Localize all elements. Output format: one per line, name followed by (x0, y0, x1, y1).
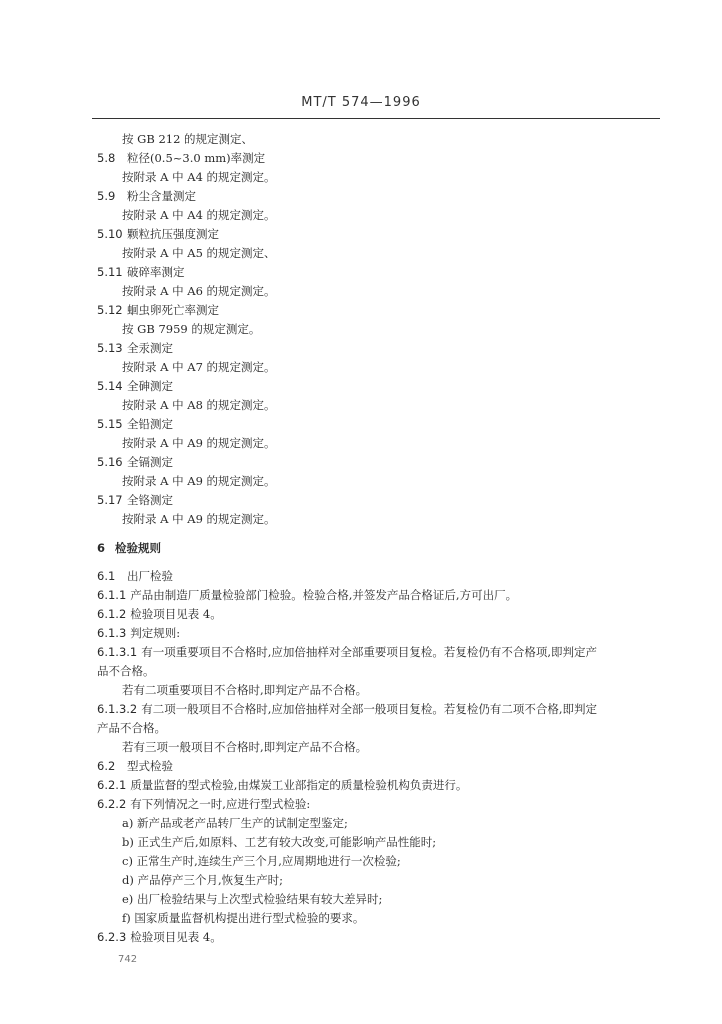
clause-6-2-2 (97, 797, 310, 811)
text-line: 按附录 A 中 A8 的规定测定。 (122, 398, 276, 412)
text-line: 按附录 A 中 A9 的规定测定。 (122, 436, 276, 450)
clause-number: 5.9 (97, 189, 116, 203)
clause-5-16 (97, 455, 173, 469)
clause-title: 全铅测定 (127, 417, 173, 431)
section-title: 检验规则 (115, 541, 161, 555)
clause-text: 质量监督的型式检验,由煤炭工业部指定的质量检验机构负责进行。 (130, 778, 468, 792)
list-item-e: e) 出厂检验结果与上次型式检验结果有较大差异时; (122, 892, 383, 906)
clause-6-1-3-2 (97, 702, 597, 716)
clause-number: 5.17 (97, 493, 123, 507)
clause-5-15 (97, 417, 173, 431)
text-line: 按附录 A 中 A7 的规定测定。 (122, 360, 276, 374)
standard-code-header: MT/T 574—1996 (301, 95, 421, 110)
clause-number: 5.15 (97, 417, 123, 431)
list-item-c: c) 正常生产时,连续生产三个月,应周期地进行一次检验; (122, 854, 401, 868)
section-number: 6 (97, 541, 106, 555)
clause-title: 颗粒抗压强度测定 (127, 227, 219, 241)
text-line: 若有三项一般项目不合格时,即判定产品不合格。 (122, 740, 368, 754)
clause-number: 5.16 (97, 455, 123, 469)
section-6-heading (97, 541, 161, 555)
clause-6-1-2 (97, 607, 222, 621)
clause-text: 检验项目见表 4。 (130, 607, 222, 621)
clause-5-12 (97, 303, 219, 317)
clause-text: 产品由制造厂质量检验部门检验。检验合格,并签发产品合格证后,方可出厂。 (130, 588, 518, 602)
clause-number: 5.14 (97, 379, 123, 393)
list-item-b: b) 正式生产后,如原料、工艺有较大改变,可能影响产品性能时; (122, 835, 437, 849)
clause-title: 型式检验 (127, 759, 173, 773)
text-line: 按附录 A 中 A4 的规定测定。 (122, 208, 276, 222)
clause-title: 全汞测定 (127, 341, 173, 355)
clause-6-1-1 (97, 588, 517, 602)
clause-title: 全铬测定 (127, 493, 173, 507)
clause-number: 5.12 (97, 303, 123, 317)
clause-number: 6.2.2 (97, 797, 127, 811)
clause-title: 粒径(0.5~3.0 mm)率测定 (127, 151, 266, 165)
clause-text: 有二项一般项目不合格时,应加倍抽样对全部一般项目复检。若复检仍有二项不合格,即判定 (141, 702, 598, 716)
clause-number: 6.1 (97, 569, 116, 583)
text-line: 按 GB 212 的规定测定、 (122, 132, 254, 146)
clause-5-17 (97, 493, 173, 507)
clause-5-11 (97, 265, 185, 279)
clause-number: 5.13 (97, 341, 123, 355)
clause-5-10 (97, 227, 219, 241)
clause-number: 6.2.3 (97, 930, 127, 944)
clause-text: 判定规则: (130, 626, 181, 640)
text-line: 品不合格。 (97, 664, 155, 678)
clause-5-8 (97, 151, 265, 165)
text-line: 按附录 A 中 A9 的规定测定。 (122, 474, 276, 488)
clause-5-9 (97, 189, 196, 203)
clause-title: 破碎率测定 (127, 265, 185, 279)
clause-text: 有下列情况之一时,应进行型式检验: (130, 797, 311, 811)
clause-number: 6.1.2 (97, 607, 127, 621)
list-item-f: f) 国家质量监督机构提出进行型式检验的要求。 (122, 911, 365, 925)
clause-number: 6.1.3.1 (97, 645, 138, 659)
clause-title: 蛔虫卵死亡率测定 (127, 303, 219, 317)
clause-title: 全砷测定 (127, 379, 173, 393)
clause-number: 6.1.3.2 (97, 702, 138, 716)
text-line: 按 GB 7959 的规定测定。 (122, 322, 261, 336)
clause-6-1 (97, 569, 173, 583)
clause-title: 出厂检验 (127, 569, 173, 583)
clause-text: 检验项目见表 4。 (130, 930, 222, 944)
text-line: 按附录 A 中 A9 的规定测定。 (122, 512, 276, 526)
clause-5-13 (97, 341, 173, 355)
clause-title: 粉尘含量测定 (127, 189, 196, 203)
clause-6-2-3 (97, 930, 222, 944)
clause-6-2-1 (97, 778, 467, 792)
clause-text: 有一项重要项目不合格时,应加倍抽样对全部重要项目复检。若复检仍有不合格项,即判定产 (141, 645, 598, 659)
text-line: 按附录 A 中 A4 的规定测定。 (122, 170, 276, 184)
text-line: 按附录 A 中 A6 的规定测定。 (122, 284, 276, 298)
list-item-d: d) 产品停产三个月,恢复生产时; (122, 873, 284, 887)
clause-number: 6.2.1 (97, 778, 127, 792)
clause-number: 5.10 (97, 227, 123, 241)
clause-5-14 (97, 379, 173, 393)
clause-number: 6.1.3 (97, 626, 127, 640)
clause-number: 5.11 (97, 265, 123, 279)
clause-6-1-3-1 (97, 645, 597, 659)
text-line: 若有二项重要项目不合格时,即判定产品不合格。 (122, 683, 368, 697)
header-rule (92, 118, 660, 119)
clause-number: 6.1.1 (97, 588, 127, 602)
clause-number: 6.2 (97, 759, 116, 773)
page-number: 742 (118, 954, 138, 965)
clause-6-2 (97, 759, 173, 773)
text-line: 产品不合格。 (97, 721, 166, 735)
clause-title: 全镉测定 (127, 455, 173, 469)
clause-6-1-3 (97, 626, 180, 640)
clause-number: 5.8 (97, 151, 116, 165)
text-line: 按附录 A 中 A5 的规定测定、 (122, 246, 276, 260)
list-item-a: a) 新产品或老产品转厂生产的试制定型鉴定; (122, 816, 348, 830)
